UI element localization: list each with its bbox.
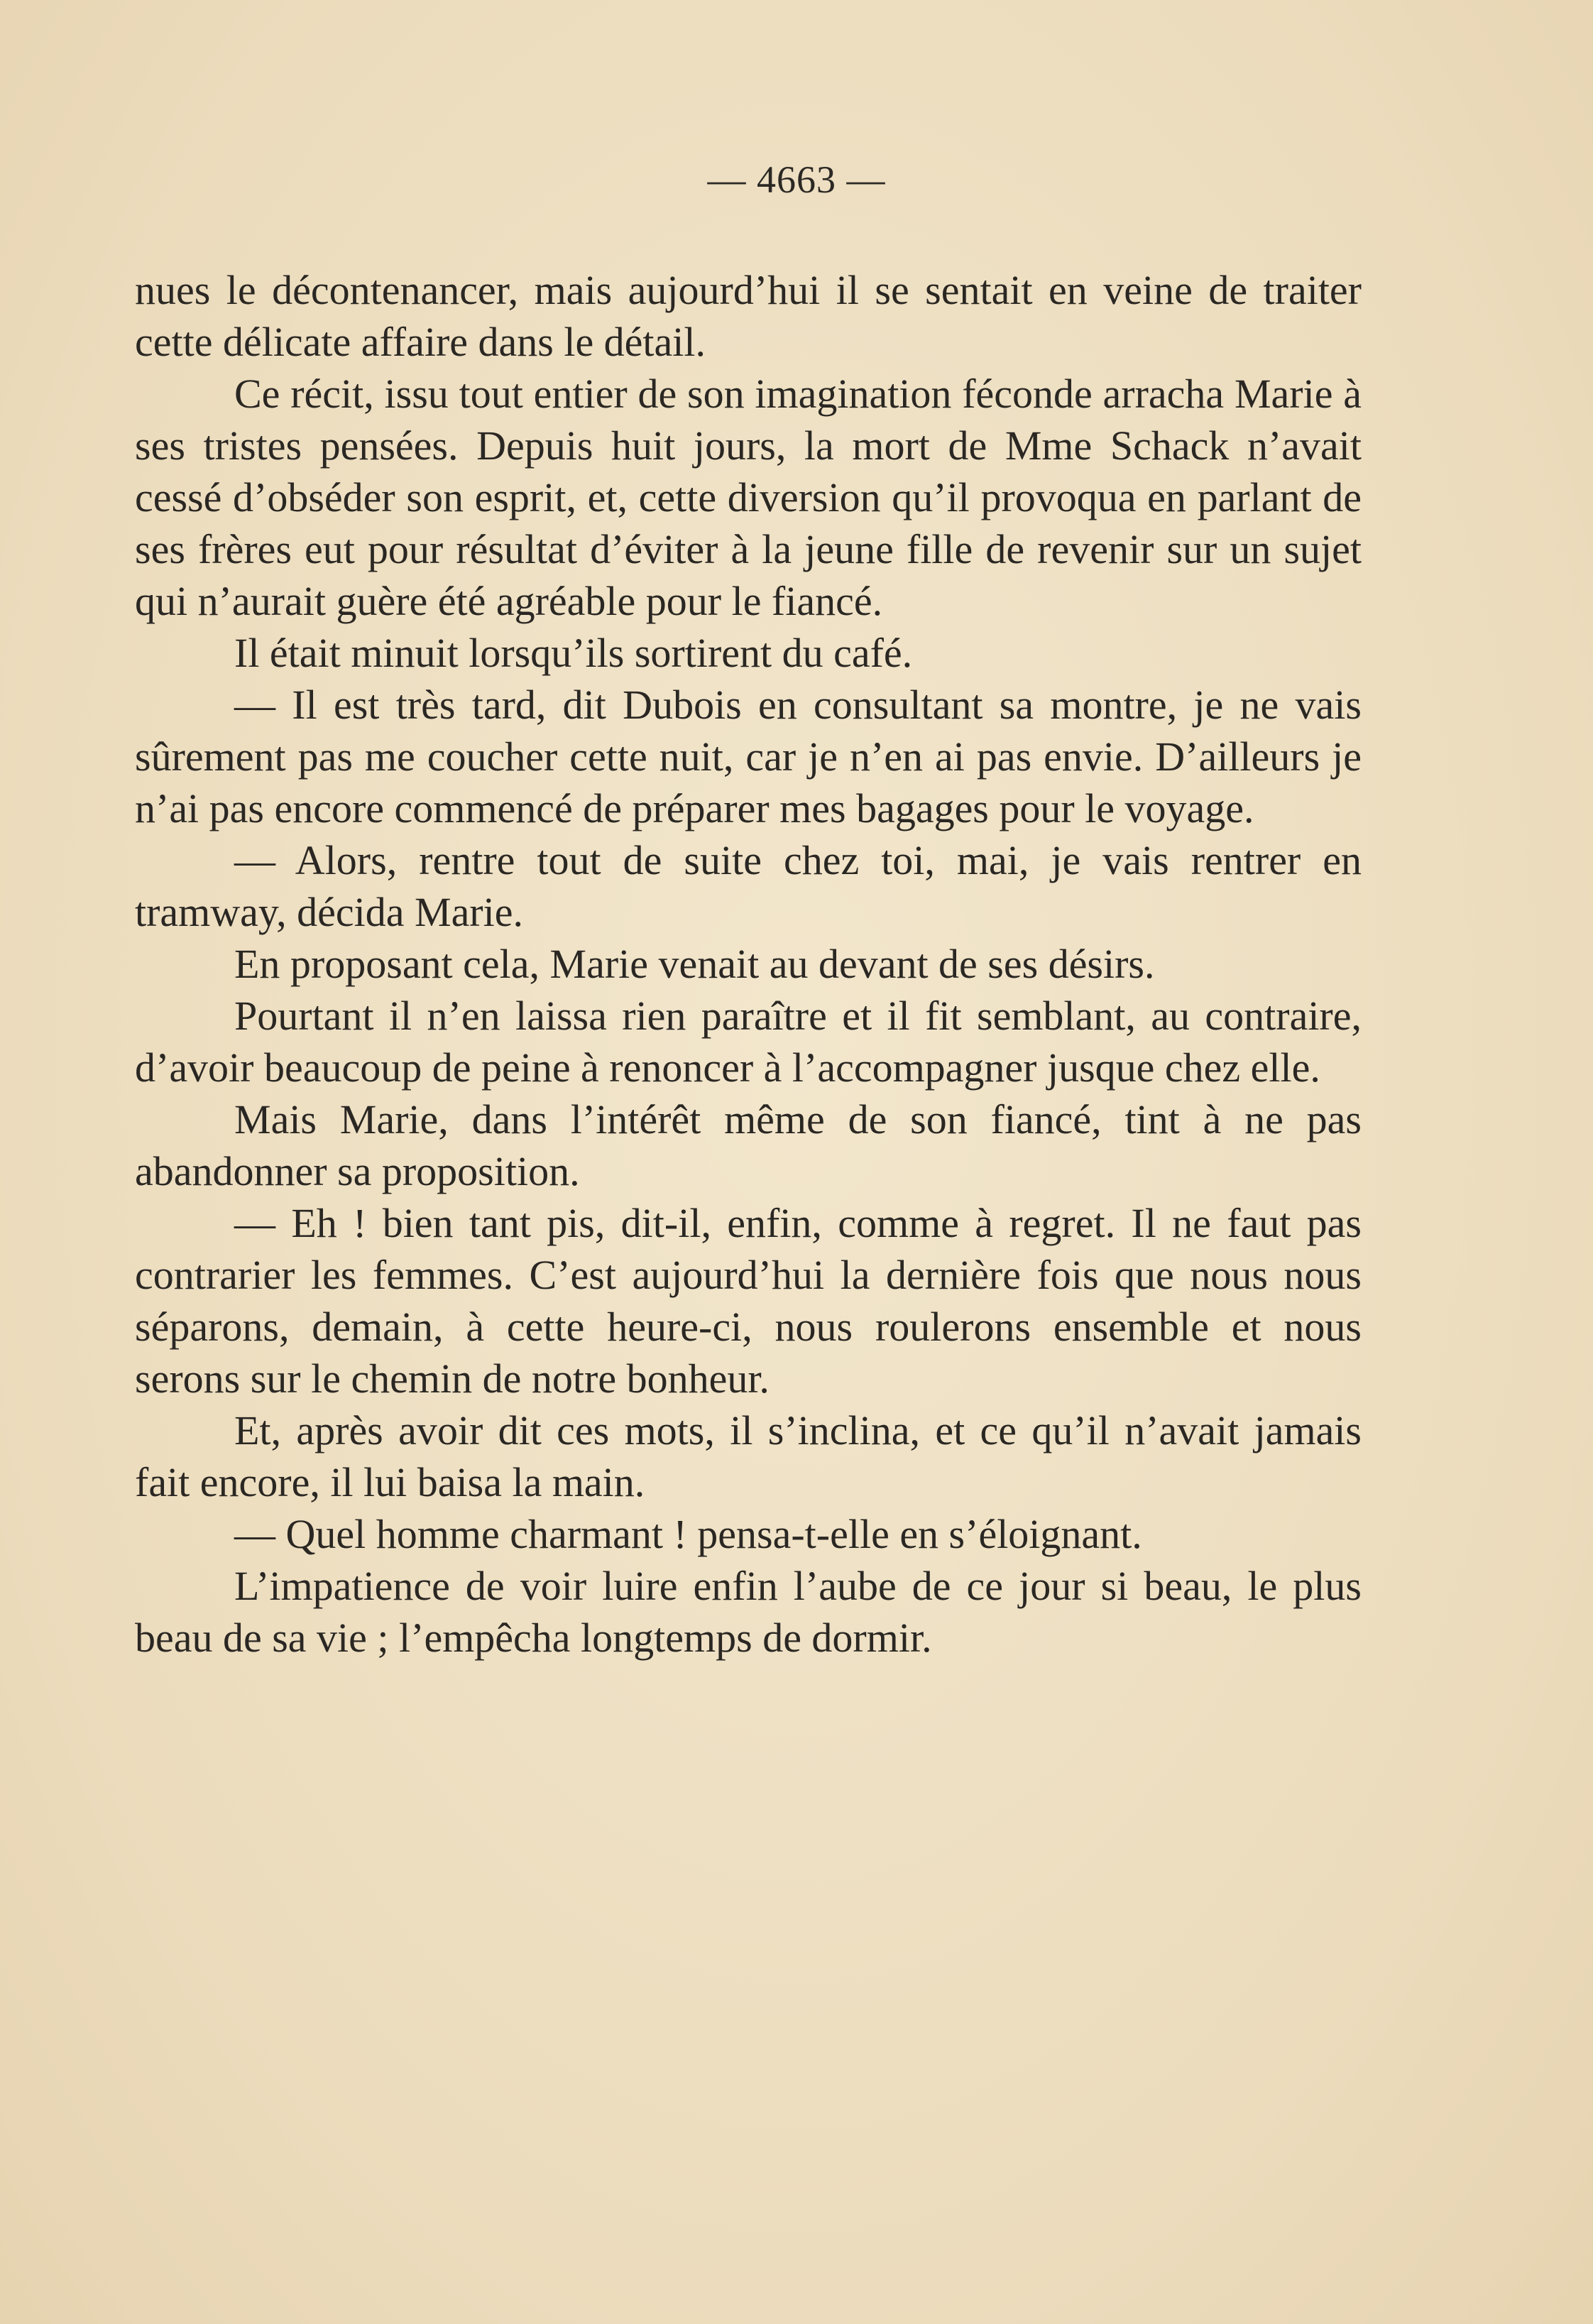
- body-text: [135, 264, 1362, 1664]
- page-number: — 4663 —: [707, 158, 886, 201]
- paragraph: — Quel homme charmant ! pensa-t-elle en s’éloignant.: [234, 1511, 1142, 1557]
- paragraph: En proposant cela, Marie venait au devant de ses désirs.: [234, 941, 1155, 987]
- paragraph: — Il est très tard, dit Dubois en consultant sa montre, je ne vais sûrement pas me coucher cette nuit, car je n’en ai pas envie. D’ailleurs je n’ai pas encore commencé de préparer mes bagages pour le voyage.: [135, 682, 1362, 831]
- paragraph: Ce récit, issu tout entier de son imagination féconde arracha Marie à ses tristes pensées. Depuis huit jours, la mort de Mme Schack n’avait cessé d’obséder son esprit, et, cette diversion qu’il provoqua en parlant de ses frères eut pour résultat d’éviter à la jeune fille de revenir sur un sujet qui n’aurait guère été agréable pour le fiancé.: [135, 371, 1362, 624]
- paragraph: L’impatience de voir luire enfin l’aube de ce jour si beau, le plus beau de sa vie ; l’empêcha longtemps de dormir.: [135, 1563, 1362, 1661]
- paragraph: — Eh ! bien tant pis, dit-il, enfin, comme à regret. Il ne faut pas contrarier les femmes. C’est aujourd’hui la dernière fois que nous nous séparons, demain, à cette heure-ci, nous roulerons ensemble et nous serons sur le chemin de notre bonheur.: [135, 1200, 1362, 1402]
- paragraph: Il était minuit lorsqu’ils sortirent du café.: [234, 630, 913, 676]
- paragraph: Pourtant il n’en laissa rien paraître et il fit semblant, au contraire, d’avoir beaucoup de peine à renoncer à l’accompagner jusque chez elle.: [135, 993, 1362, 1091]
- paragraph: Et, après avoir dit ces mots, il s’inclina, et ce qu’il n’avait jamais fait encore, il lui baisa la main.: [135, 1407, 1362, 1505]
- paragraph: — Alors, rentre tout de suite chez toi, mai, je vais rentrer en tramway, décida Marie.: [135, 837, 1362, 935]
- paragraph: nues le décontenancer, mais aujourd’hui il se sentait en veine de traiter cette délicate affaire dans le détail.: [135, 267, 1362, 365]
- paragraph: Mais Marie, dans l’intérêt même de son fiancé, tint à ne pas abandonner sa proposition.: [135, 1096, 1362, 1194]
